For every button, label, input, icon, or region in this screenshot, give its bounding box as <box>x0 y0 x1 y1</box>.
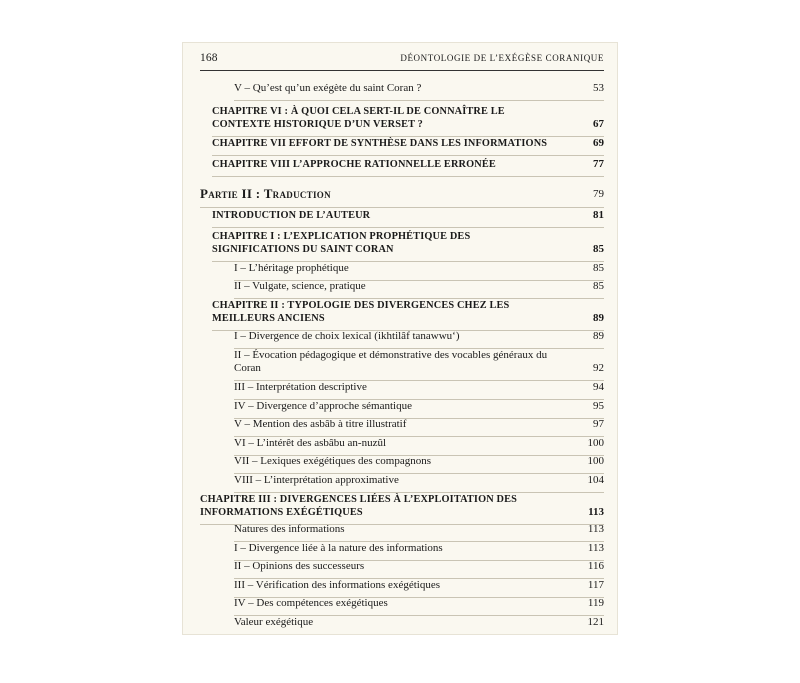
toc-entry <box>182 137 604 150</box>
toc-entry-title: CHAPITRE VII EFFORT DE SYNTHÈSE DANS LES INFORMATIONS <box>212 138 548 149</box>
toc-entry-title: CHAPITRE VIII L’APPROCHE RATIONNELLE ERRONÉE <box>212 159 496 170</box>
toc-entry <box>182 105 604 131</box>
toc-entry-page: 85 <box>593 262 604 274</box>
running-title: DÉONTOLOGIE DE L’EXÉGÈSE CORANIQUE <box>400 53 604 63</box>
toc-entry-page: 104 <box>587 474 604 486</box>
toc-divider <box>212 176 604 177</box>
toc-entry-page: 113 <box>587 542 604 554</box>
toc-divider <box>200 207 604 208</box>
header-rule <box>200 70 604 71</box>
toc-entry <box>182 400 604 413</box>
toc-entry <box>182 542 604 555</box>
toc-entry-page: 69 <box>593 137 604 149</box>
toc-entry <box>182 437 604 450</box>
toc-part-heading <box>182 187 604 202</box>
toc-entry-title: CHAPITRE III : DIVERGENCES LIÉES À L’EXPLOITATION DES INFORMATIONS EXÉGÉTIQUES <box>200 494 518 518</box>
toc-entry <box>182 330 604 343</box>
toc-entry-title: III – Vérification des informations exégétiques <box>234 579 440 591</box>
toc-entry <box>182 474 604 487</box>
toc-entry-title: CHAPITRE II : TYPOLOGIE DES DIVERGENCES CHEZ LES MEILLEURS ANCIENS <box>212 300 510 324</box>
toc-entry-page: 77 <box>593 158 604 170</box>
toc-entry-title: II – Vulgate, science, pratique <box>234 280 366 292</box>
header-page-number: 168 <box>200 52 218 64</box>
toc-entry <box>182 230 604 256</box>
book-page <box>182 42 618 635</box>
toc-entry-page: 97 <box>593 418 604 430</box>
toc-entry-title: CHAPITRE VI : À QUOI CELA SERT-IL DE CONNAÎTRE LE CONTEXTE HISTORIQUE D’UN VERSET ? <box>212 106 505 130</box>
running-header <box>200 52 604 68</box>
toc-entry-page: 113 <box>588 506 604 518</box>
toc-entry-title: CHAPITRE I : L’EXPLICATION PROPHÉTIQUE DES SIGNIFICATIONS DU SAINT CORAN <box>212 231 471 255</box>
toc-entry-page: 92 <box>593 362 604 374</box>
toc-divider <box>212 227 604 228</box>
toc-entry-page: 89 <box>593 312 604 324</box>
toc-entry <box>182 262 604 275</box>
toc-entry <box>182 560 604 573</box>
toc-entry-page: 100 <box>587 455 604 467</box>
toc-entry-page: 79 <box>593 188 604 200</box>
toc-entry-page: 100 <box>587 437 604 449</box>
toc-entry-page: 117 <box>587 579 604 591</box>
toc-entry <box>182 616 604 629</box>
toc-entry <box>182 349 604 375</box>
toc-entry-title: Valeur exégétique <box>234 616 314 628</box>
toc-entry-title: II – Opinions des successeurs <box>234 560 365 572</box>
toc-entry <box>182 523 604 536</box>
toc-entry-title: V – Mention des asbâb à titre illustratif <box>234 418 407 430</box>
toc-entry <box>182 280 604 293</box>
toc-entry-title: VII – Lexiques exégétiques des compagnons <box>234 455 432 467</box>
toc-entry <box>182 493 604 519</box>
toc-entry-title: I – Divergence liée à la nature des informations <box>234 542 443 554</box>
toc-entry <box>182 209 604 222</box>
toc-entry-page: 121 <box>587 616 604 628</box>
toc-entry-page: 95 <box>593 400 604 412</box>
toc-part-title: Partie II : Traduction <box>200 186 331 201</box>
toc-entry <box>182 381 604 394</box>
toc-entry-title: I – L’héritage prophétique <box>234 262 349 274</box>
toc-divider <box>234 100 604 101</box>
toc-entry-page: 89 <box>593 330 604 342</box>
toc-entry <box>182 579 604 592</box>
toc-entry <box>182 455 604 468</box>
toc-entry-page: 113 <box>587 523 604 535</box>
toc-entry-title: IV – Des compétences exégétiques <box>234 597 388 609</box>
toc-entry-title: V – Qu’est qu’un exégète du saint Coran ? <box>234 82 422 94</box>
toc-entry-page: 67 <box>593 118 604 130</box>
toc-entry-page: 116 <box>587 560 604 572</box>
toc-entry <box>182 418 604 431</box>
toc-entry-page: 53 <box>593 82 604 94</box>
toc-entry-title: I – Divergence de choix lexical (ikhtilâf tanawwu‘) <box>234 330 460 342</box>
toc-entry <box>182 158 604 171</box>
toc-entry <box>182 299 604 325</box>
toc-entry <box>182 82 604 95</box>
toc-entry-title: Natures des informations <box>234 523 345 535</box>
toc-entry-page: 85 <box>593 280 604 292</box>
toc-entry-title: VI – L’intérêt des asbâbu an-nuzûl <box>234 437 387 449</box>
toc-divider <box>212 155 604 156</box>
toc-entry-page: 81 <box>593 209 604 221</box>
toc-entry <box>182 597 604 610</box>
toc-entry-title: INTRODUCTION DE L’AUTEUR <box>212 210 371 221</box>
toc-entry-title: VIII – L’interprétation approximative <box>234 474 399 486</box>
toc-entry-page: 119 <box>587 597 604 609</box>
toc-entry-title: III – Interprétation descriptive <box>234 381 367 393</box>
toc-entry-title: II – Évocation pédagogique et démonstrative des vocables généraux du Coran <box>234 349 548 374</box>
toc-entry-page: 94 <box>593 381 604 393</box>
toc-entry-title: IV – Divergence d’approche sémantique <box>234 400 412 412</box>
toc-entry-page: 85 <box>593 243 604 255</box>
